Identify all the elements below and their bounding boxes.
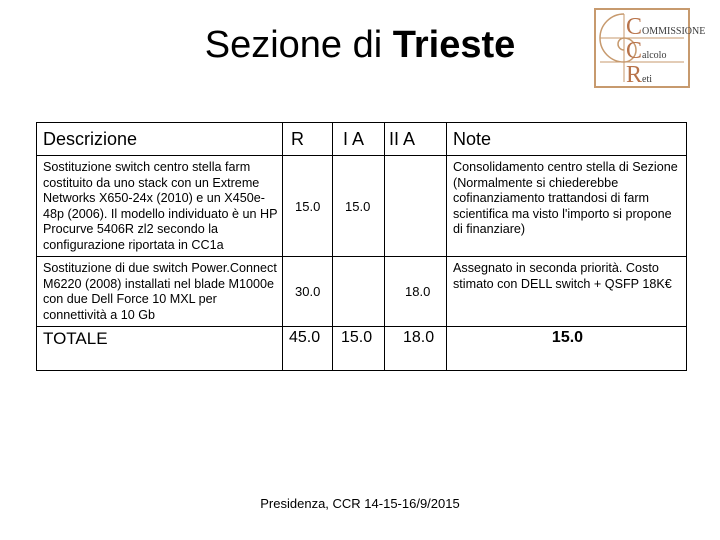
header-descrizione: Descrizione [37, 123, 283, 156]
total-row [37, 327, 687, 371]
table-row [37, 156, 687, 257]
requests-table [36, 122, 687, 371]
logo-line-3: Reti [626, 62, 653, 88]
row-description: Sostituzione switch centro stella farm costituito da uno stack con un Extreme Networks X650-24x (2010) e un X450e-48p (2006). Il modello individuato è un HP Procurve 5406R zl2 secondo la configurazione riportata in CC1a [37, 156, 283, 257]
total-r-cell [283, 327, 333, 371]
logo-line-1: COMMISSIONE [626, 14, 706, 40]
row-r-cell [283, 156, 333, 257]
ccr-logo [594, 8, 706, 88]
table-row [37, 257, 687, 327]
row-r-value: 15.0 [295, 198, 321, 214]
row-iia-cell [385, 257, 447, 327]
total-label: TOTALE [37, 327, 283, 371]
row-iia-value: 18.0 [405, 284, 431, 299]
row-note: Assegnato in seconda priorità. Costo stimato con DELL switch + QSFP 18K€ [447, 257, 687, 327]
header-note: Note [447, 123, 687, 156]
total-iia-cell [385, 327, 447, 371]
title-bold: Trieste [392, 24, 516, 66]
total-ia-value: 15.0 [341, 329, 373, 346]
slide-footer: Presidenza, CCR 14-15-16/9/2015 [260, 496, 460, 511]
row-r-value: 30.0 [295, 284, 321, 299]
row-iia-cell [385, 156, 447, 257]
title-prefix: Sezione di [204, 24, 393, 66]
logo-line-2: Calcolo [626, 38, 667, 64]
row-description: Sostituzione di due switch Power.Connect M6220 (2008) installati nel blade M1000e con due Dell Force 10 MXL per connettività a 10 Gb [37, 257, 283, 327]
row-r-cell [283, 257, 333, 327]
total-note-value: 15.0 [447, 327, 687, 371]
header-ia: I A [333, 123, 385, 156]
header-iia: II A [385, 123, 447, 156]
table-header-row [37, 123, 687, 156]
row-note: Consolidamento centro stella di Sezione (Normalmente si chiederebbe cofinanziamento trattandosi di farm scientifica ma visto l'importo si propone di finanziare) [447, 156, 687, 257]
row-ia-value: 15.0 [345, 198, 371, 214]
header-r: R [283, 123, 333, 156]
row-ia-cell [333, 156, 385, 257]
row-ia-cell [333, 257, 385, 327]
total-ia-cell [333, 327, 385, 371]
total-r-value: 45.0 [289, 329, 321, 346]
total-iia-value: 18.0 [403, 329, 435, 346]
